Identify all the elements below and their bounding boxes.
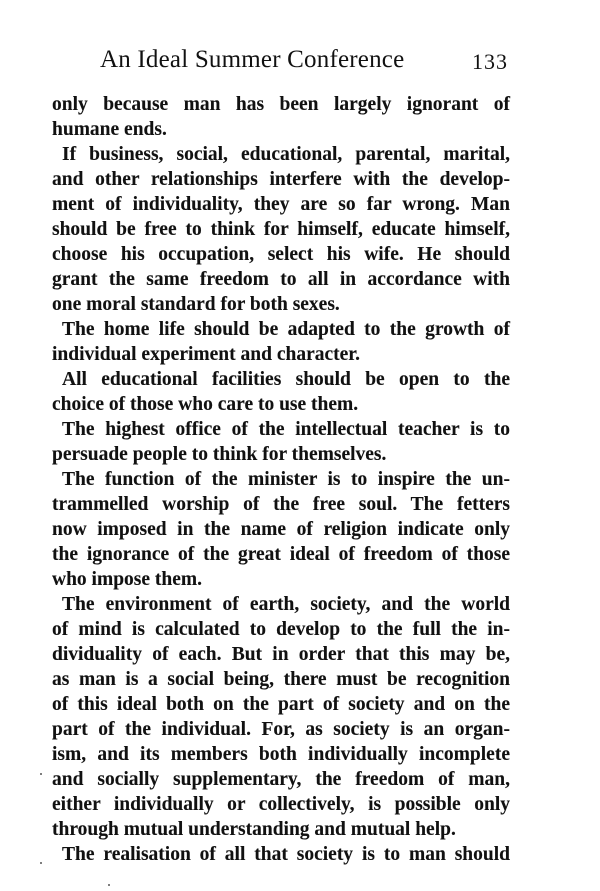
- text-line: only because man has been largely ignorant of: [52, 94, 510, 115]
- scan-speck: [40, 862, 42, 864]
- text-line: If business, social, educational, parental, marital,: [62, 144, 510, 165]
- text-line: the ignorance of the great ideal of freedom of those: [52, 544, 510, 565]
- text-line: and socially supplementary, the freedom of man,: [52, 769, 510, 790]
- scan-speck: [108, 884, 110, 886]
- text-line: The function of the minister is to inspire the un-: [62, 469, 510, 490]
- running-title: An Ideal Summer Conference: [100, 46, 405, 73]
- text-line: All educational facilities should be open to the: [62, 369, 510, 390]
- text-line: as man is a social being, there must be recognition: [52, 669, 510, 690]
- text-line: The realisation of all that society is to man should: [62, 844, 510, 865]
- text-line: The highest office of the intellectual teacher is to: [62, 419, 510, 440]
- text-line: should be free to think for himself, educate himself,: [52, 219, 510, 240]
- text-line: of this ideal both on the part of society and on the: [52, 694, 510, 715]
- text-line: of mind is calculated to develop to the full the in-: [52, 619, 510, 640]
- text-line: ism, and its members both individually incomplete: [52, 744, 510, 765]
- text-line: The environment of earth, society, and the world: [62, 594, 510, 615]
- text-line: choice of those who care to use them.: [52, 394, 359, 415]
- text-line: persuade people to think for themselves.: [52, 444, 387, 465]
- text-line: either individually or collectively, is possible only: [52, 794, 510, 815]
- page-number: 133: [472, 49, 508, 74]
- text-line: through mutual understanding and mutual help.: [52, 819, 456, 840]
- scan-speck: [40, 773, 42, 775]
- text-line: part of the individual. For, as society is an organ-: [52, 719, 510, 740]
- text-line: and other relationships interfere with the develop-: [52, 169, 510, 190]
- text-line: individual experiment and character.: [52, 344, 361, 365]
- text-line: one moral standard for both sexes.: [52, 294, 340, 315]
- text-line: humane ends.: [52, 119, 167, 140]
- text-line: now imposed in the name of religion indicate only: [52, 519, 510, 540]
- text-line: choose his occupation, select his wife. He should: [52, 244, 510, 265]
- text-line: grant the same freedom to all in accordance with: [52, 269, 510, 290]
- running-header: [100, 46, 508, 78]
- text-line: The home life should be adapted to the growth of: [62, 319, 510, 340]
- page-body-text: [52, 92, 510, 867]
- text-line: trammelled worship of the free soul. The fetters: [52, 494, 510, 515]
- text-line: who impose them.: [52, 569, 203, 590]
- text-line: ment of individuality, they are so far wrong. Man: [52, 194, 510, 215]
- text-line: dividuality of each. But in order that this may be,: [52, 644, 510, 665]
